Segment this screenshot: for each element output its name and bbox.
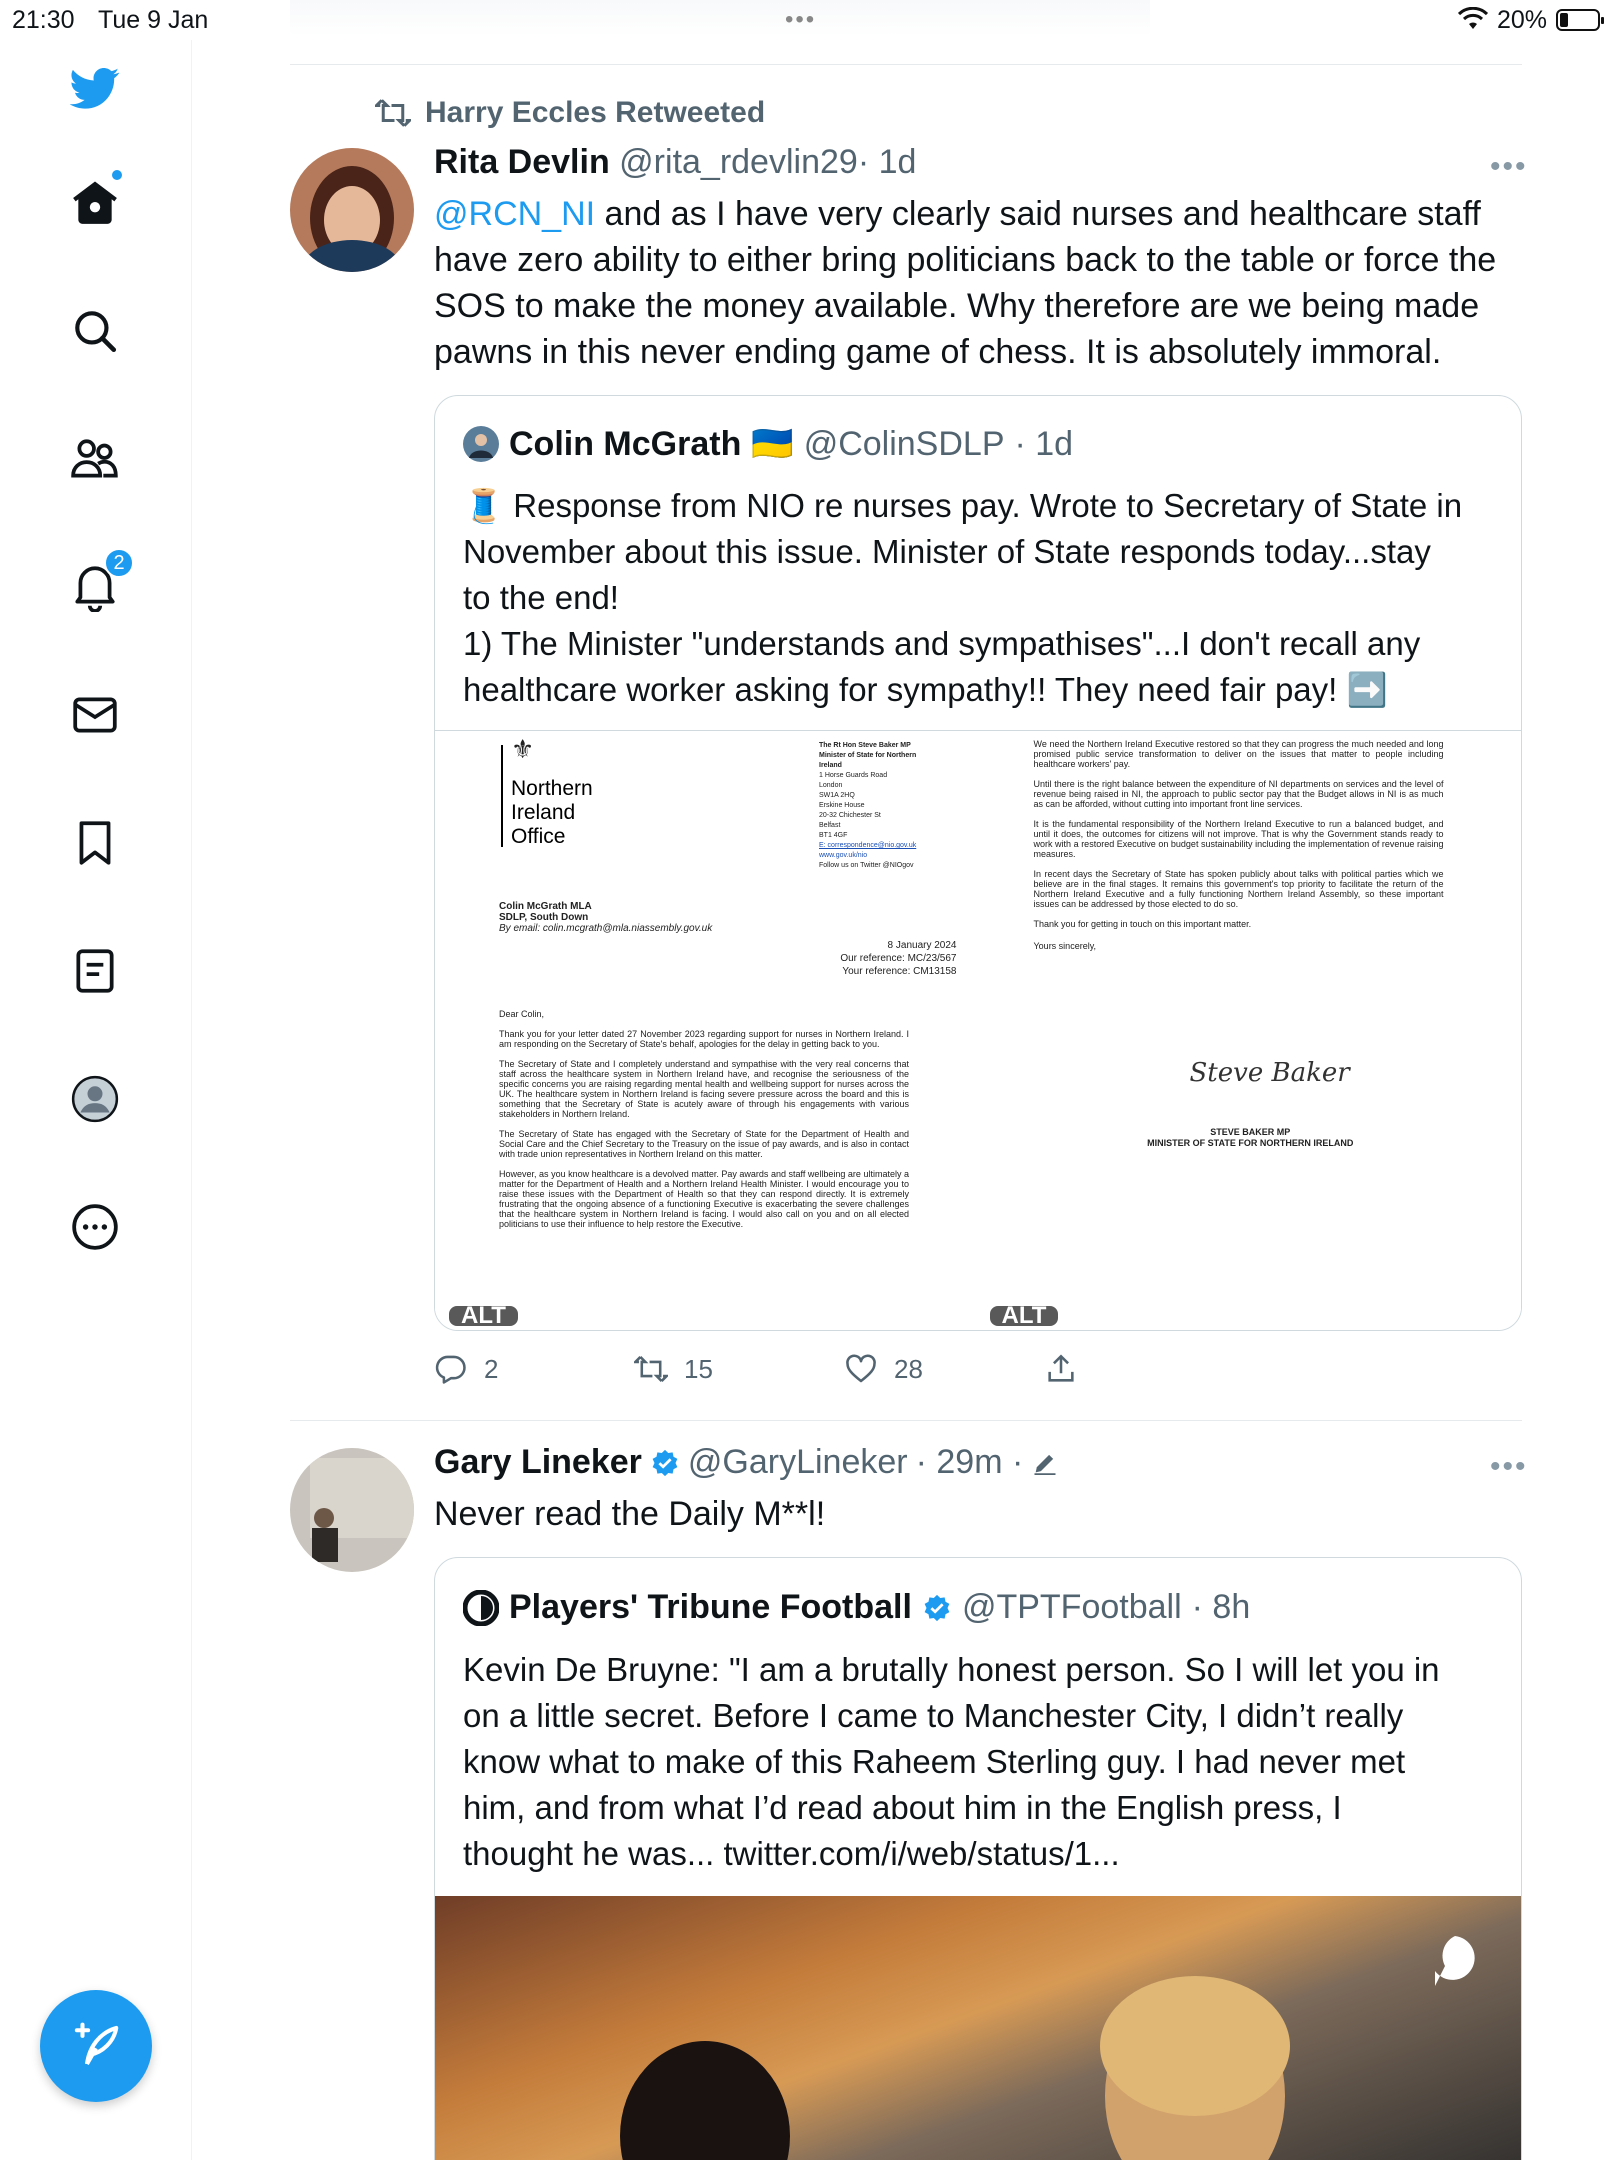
notifications-badge: 2	[104, 548, 134, 578]
crest-icon: ⚜	[511, 734, 535, 764]
more-circle-icon[interactable]	[52, 1184, 138, 1270]
letter-image-page-1[interactable]	[435, 731, 977, 1331]
user-handle[interactable]: @GaryLineker	[687, 1443, 908, 1481]
edited-pencil-icon[interactable]	[1031, 1449, 1059, 1477]
tweet-photo[interactable]	[435, 1896, 1521, 2160]
text-line: healthcare worker asking for sympathy!! They need fair pay! ➡️	[463, 671, 1388, 708]
home-unread-dot	[110, 168, 124, 182]
signoff: STEVE BAKER MP MINISTER OF STATE FOR NORTHERN IRELAND	[1147, 1127, 1354, 1148]
text-line: 1) The Minister "understands and sympathises"...I don't recall any	[463, 625, 1421, 662]
reply-button[interactable]	[434, 1352, 634, 1386]
share-button[interactable]	[1044, 1352, 1078, 1386]
retweeted-by[interactable]: Harry Eccles Retweeted	[425, 96, 766, 129]
status-bar	[0, 0, 1620, 40]
retweet-button[interactable]	[634, 1352, 844, 1386]
players-photo	[435, 1896, 1522, 2160]
compose-button[interactable]	[40, 1990, 152, 2102]
letter-image-page-2[interactable]	[977, 731, 1522, 1331]
like-count: 28	[894, 1353, 923, 1384]
verified-badge-icon	[650, 1448, 680, 1478]
quoted-tweet-text	[463, 483, 1462, 713]
multitask-dots[interactable]: •••	[785, 6, 817, 33]
tweet-body: and as I have very clearly said nurses and healthcare staff have zero ability to either bring politicians back to the table or force the SOS to make the money available. Why therefore are we being made pawns in this never ending game of chess. It is absolutely immoral.	[434, 195, 1497, 371]
share-icon	[1044, 1352, 1078, 1386]
text-line: November about this issue. Minister of State responds today...stay	[463, 533, 1431, 570]
quoted-tweet-text	[463, 1647, 1440, 1877]
user-handle[interactable]: @ColinSDLP	[803, 424, 1005, 463]
quoted-tweet-header	[463, 424, 1073, 464]
retweet-context	[375, 95, 765, 131]
recipient-address: Colin McGrath MLA SDLP, South Down By email: colin.mcgrath@mla.niassembly.gov.uk	[499, 901, 713, 934]
envelope-icon[interactable]	[52, 672, 138, 758]
text-line: him, and from what I’d read about him in the English press, I	[463, 1789, 1342, 1826]
battery-icon	[1556, 9, 1600, 31]
tweet-header	[434, 143, 916, 182]
display-name[interactable]: Colin McGrath	[509, 424, 742, 463]
avatar	[463, 426, 499, 462]
like-button[interactable]	[844, 1352, 1044, 1386]
more-options-icon[interactable]: •••	[1490, 1450, 1528, 1483]
text-line: 🧵 Response from NIO re nurses pay. Wrote to Secretary of State in	[463, 487, 1463, 524]
tweet-actions	[434, 1352, 1078, 1386]
tweet-time[interactable]: · 1d	[1014, 424, 1074, 463]
bird-icon[interactable]	[52, 45, 138, 131]
sender-address: The Rt Hon Steve Baker MP Minister of State for Northern Ireland 1 Horse Guards Road London SW1A 2HQ Erskine House 20-32 Chichester St Belfast BT1 4GF E: correspondence@nio.gov.uk www.gov.uk/nio Follow us on Twitter @NIOgov	[819, 742, 917, 869]
list-icon[interactable]	[52, 928, 138, 1014]
tweet-time[interactable]: · 29m ·	[915, 1443, 1024, 1481]
bell-icon[interactable]	[52, 544, 138, 630]
wifi-icon	[1458, 7, 1488, 38]
user-handle[interactable]: @TPTFootball	[961, 1588, 1182, 1626]
quote-mark-icon	[1435, 1936, 1475, 1986]
verified-badge-icon	[922, 1593, 952, 1623]
flag-emoji: 🇺🇦	[751, 425, 794, 463]
tweet-time[interactable]: · 8h	[1191, 1588, 1251, 1626]
timeline-divider-top	[290, 64, 1522, 65]
media-gallery	[435, 730, 1521, 1331]
user-handle[interactable]: @rita_rdevlin29	[619, 143, 858, 181]
retweet-icon	[634, 1352, 668, 1386]
display-name[interactable]: Players' Tribune Football	[509, 1588, 912, 1626]
profile-icon[interactable]	[52, 1056, 138, 1142]
tweet-divider	[290, 1420, 1522, 1421]
compose-icon	[69, 2019, 123, 2073]
display-name[interactable]: Gary Lineker	[434, 1443, 642, 1481]
display-name[interactable]: Rita Devlin	[434, 143, 610, 181]
quoted-tweet-header	[463, 1588, 1250, 1627]
alt-text-button[interactable]: ALT	[990, 1306, 1059, 1326]
text-line: to the end!	[463, 579, 619, 616]
text-line: on a little secret. Before I came to Manchester City, I didn’t really	[463, 1697, 1404, 1734]
avatar[interactable]	[290, 148, 414, 272]
text-line: know what to make of this Raheem Sterling guy. I had never met	[463, 1743, 1406, 1780]
people-icon[interactable]	[52, 416, 138, 502]
quoted-tweet[interactable]	[434, 1557, 1522, 2160]
tweet-text: Never read the Daily M**l!	[434, 1495, 826, 1533]
tweet-text	[434, 191, 1534, 375]
text-line: thought he was... twitter.com/i/web/status/1...	[463, 1835, 1120, 1872]
address-bar-fade	[290, 0, 1150, 36]
reply-count: 2	[484, 1353, 499, 1384]
reply-icon	[434, 1352, 468, 1386]
sidebar-nav	[0, 40, 192, 2160]
battery-percent: 20%	[1497, 6, 1548, 34]
heart-icon	[844, 1352, 878, 1386]
avatar[interactable]	[290, 1448, 414, 1572]
more-options-icon[interactable]: •••	[1490, 150, 1528, 183]
letter-body: Dear Colin, Thank you for your letter dated 27 November 2023 regarding support for nurses in Northern Ireland. I am responding on the Secretary of State's behalf, apologies for the delay in getting back to you. The Secretary of State and I completely understand and sympathise with the very real concerns that staff across the healthcare system in Northern Ireland have, and recognise the seriousness of the specific concerns you are raising regarding mental health and wellbeing support for nurses across the UK. The healthcare system in Northern Ireland is facing severe pressure across the board and this is something that the Secretary of State is acutely aware of through his engagements with various stakeholders in Northern Ireland. The Secretary of State has engaged with the Secretary of State for the Department of Health and Social Care and the Chief Secretary to the Treasury on the issue of pay awards, and is also in contact with trade union representatives in Northern Ireland on this matter. However, as you know healthcare is a devolved matter. Pay awards and staff wellbeing are ultimately a matter for the Department of Health and a Northern Ireland Health Minister. I would encourage you to raise these issues with the Department of Health so that they can respond directly. It is extremely frustrating that the ongoing absence of a functioning Executive is exacerbating the severe challenges that the healthcare system in Northern Ireland is facing. I would also call on you and on all elected politicians to use their influence to help restore the Executive.	[499, 1009, 909, 1229]
letter-body: We need the Northern Ireland Executive restored so that they can progress the much needed and long promised public service transformation to deliver on the issues that matter to people including healthcare workers' pay. Until there is the right balance between the expenditure of NI departments on services and the level of revenue being raised in NI, the approach to public sector pay that the Budget allows in NI is as much as can be afforded, without cutting into important front line services. It is the fundamental responsibility of the Northern Ireland Executive to run a balanced budget, and until it does, the outcomes for citizens will not improve. That is why the Government stands ready to work with a restored Executive on budget sustainability including the implementation of revenue raising measures. In recent days the Secretary of State has spoken publicly about talks with political parties which we believe are in the final stages. It remains this government's top priority to facilitate the return of the Northern Ireland Executive and a fully functioning Northern Ireland Assembly, so these important issues can be addressed by those elected to do so. Thank you for getting in touch on this important matter. Yours sincerely,	[1033, 739, 1444, 951]
nio-logo-bar	[501, 745, 503, 847]
home-icon[interactable]	[52, 160, 138, 246]
nio-logo: Northern Ireland Office	[511, 777, 593, 848]
mention-link[interactable]: @RCN_NI	[434, 195, 596, 233]
letter-date-refs: 8 January 2024 Our reference: MC/23/567 Your reference: CM13158	[840, 940, 957, 977]
bookmark-icon[interactable]	[52, 800, 138, 886]
retweet-icon	[375, 95, 411, 131]
players-tribune-logo-icon	[463, 1590, 499, 1626]
search-icon[interactable]	[52, 288, 138, 374]
status-time: 21:30	[12, 6, 75, 34]
alt-text-button[interactable]: ALT	[449, 1306, 518, 1326]
signature: Steve Baker	[1189, 1058, 1350, 1088]
tweet-time[interactable]: · 1d	[857, 143, 917, 181]
text-line: Kevin De Bruyne: "I am a brutally honest person. So I will let you in	[463, 1651, 1440, 1688]
quoted-tweet[interactable]	[434, 395, 1522, 1331]
retweet-count: 15	[684, 1353, 713, 1384]
tweet-header	[434, 1443, 1059, 1482]
status-date: Tue 9 Jan	[98, 6, 209, 34]
